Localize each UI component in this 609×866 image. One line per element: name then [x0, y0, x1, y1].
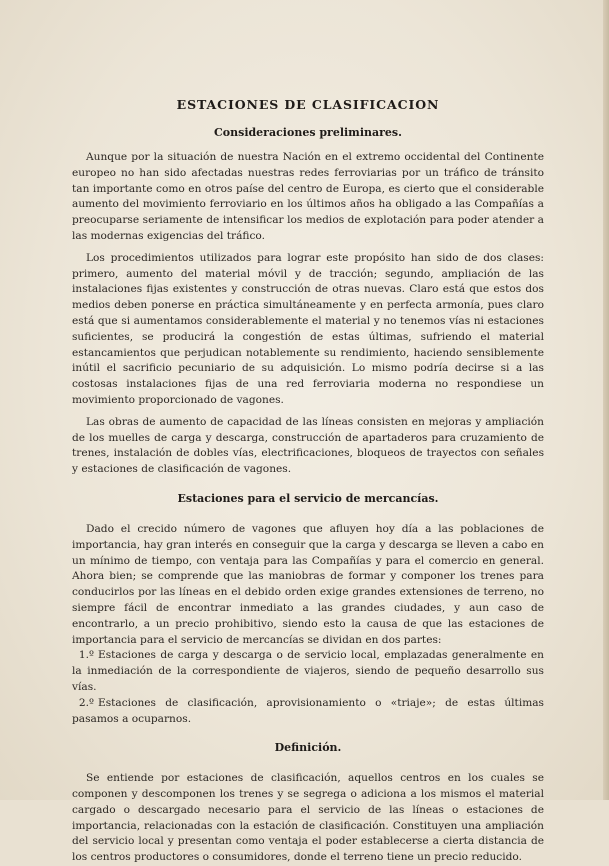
list-text: Estaciones de clasificación, aprovisionamiento o «triaje»; de estas últimas pasamos a ocuparnos.: [72, 696, 544, 725]
document-title: ESTACIONES DE CLASIFICACION: [176, 97, 440, 112]
list-item: [72, 696, 544, 728]
list-text: Estaciones de carga y descarga o de servicio local, emplazadas generalmente en la inmediación de la correspondiente de viajeros, siendo de pequeño desarrollo sus vías.: [72, 649, 544, 693]
page-edge: [603, 0, 609, 800]
paragraph: Las obras de aumento de capacidad de las líneas consisten en mejoras y ampliación de los muelles de carga y descarga, construcción de apartaderos para cruzamiento de trenes, instalación de dobles vías, electrificaciones, bloqueos de trayectos con señales y estaciones de clasificación de vagones.: [72, 415, 544, 476]
list-number: 2.º: [78, 696, 94, 709]
list-number: 1.º: [78, 649, 94, 662]
list-item: [72, 648, 544, 695]
paragraph: Aunque por la situación de nuestra Nación en el extremo occidental del Continente europeo no han sido afectadas nuestras redes ferroviarias por un tráfico de tránsito tan importante como en otros paíse del centro de Europa, es cierto que el considerable aumento del movimiento ferroviario en los últimos años ha obligado a las Compañías a preocuparse seriamente de intensificar los medios de explotación para poder atender a las modernas exigencias del tráfico.: [72, 151, 544, 242]
section-heading-mercancias: Estaciones para el servicio de mercancías.: [177, 491, 439, 505]
paragraph: Los procedimientos utilizados para lograr este propósito han sido de dos clases: primero, aumento del material móvil y de tracción; segundo, ampliación de las instalaciones fijas existentes y construcción de otras nuevas. Claro está que estos dos medios deben ponerse en práctica simultáneamente y en perfecta armonía, pues claro está que si aumentamos considerablemente el material y no tenemos vías ni estaciones suficientes, se producirá la congestión de estas últimas, sufriendo el material estancamientos que perjudican notablemente su rendimiento, haciendo sensiblemente inútil el sacrificio pecuniario de su adquisición. Lo mismo podría decirse si a las costosas instalaciones fijas de una red ferroviaria moderna no respondiese un movimiento proporcionado de vagones.: [72, 251, 544, 406]
document-body: [72, 97, 544, 866]
paragraph: Se entiende por estaciones de clasificación, aquellos centros en los cuales se componen y descomponen los trenes y se segrega o adiciona a los mismos el material cargado o descargado necesario para el servicio de las líneas o estaciones de importancia, relacionadas con la estación de clasificación. Constituyen una ampliación del servicio local y presentan como ventaja el poder establecerse a cierta distancia de los centros productores o consumidores, donde el terreno tiene un precio reducido.: [72, 772, 544, 864]
section-heading-definicion: Definición.: [274, 741, 342, 755]
paragraph: Dado el crecido número de vagones que afluyen hoy día a las poblaciones de importancia, hay gran interés en conseguir que la carga y descarga se lleven a cabo en un mínimo de tiempo, con ventaja para las Compañías y para el comercio en general. Ahora bien; se comprende que las maniobras de formar y componer los trenes para conducirlos por las líneas en el debido orden exige grandes extensiones de terreno, no siempre fácil de encontrar inmediato a las grandes ciudades, y aun caso de encontrarlo, a un precio prohibitivo, siendo esto la causa de que las estaciones de importancia para el servicio de mercancías se dividan en dos partes:: [72, 522, 544, 646]
section-heading-preliminares: Consideraciones preliminares.: [214, 126, 402, 139]
